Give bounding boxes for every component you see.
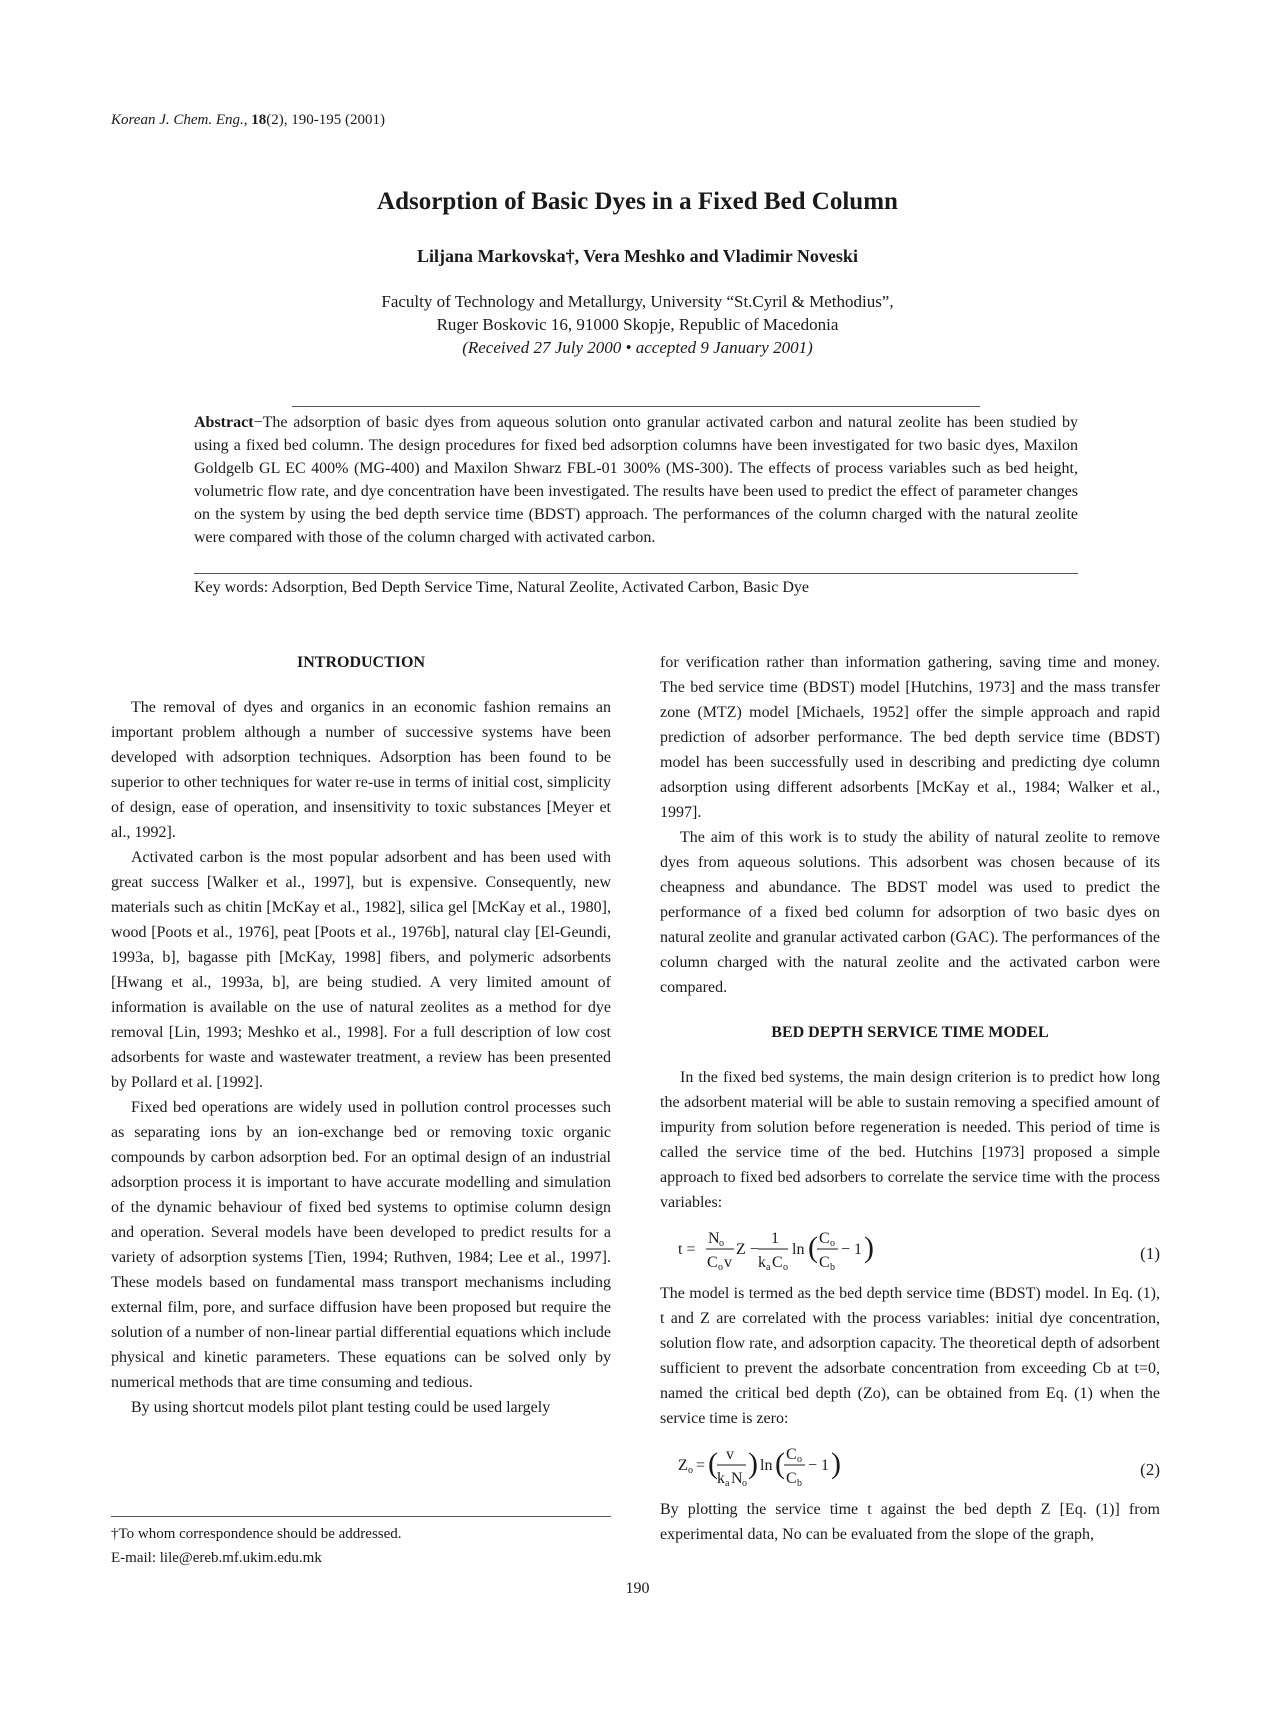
svg-text:a: a	[766, 1262, 771, 1273]
abstract-text: −The adsorption of basic dyes from aqueous solution onto granular activated carbon and natural zeolite has been studied by using a fixed bed column. The design procedures for fixed bed adsorption columns have been investigated for two basic dyes, Maxilon Goldgelb GL EC 400% (MG-400) and Maxilon Shwarz FBL-01 300% (MS-300). The effects of process variables such as bed height, volumetric flow rate, and dye concentration have been investigated. The results have been used to predict the effect of parameter changes on the system by using the bed depth service time (BDST) approach. The performances of the column charged with the natural zeolite were compared with those of the column charged with activated carbon.	[194, 414, 1078, 546]
journal-name: Korean J. Chem. Eng.	[111, 112, 244, 128]
svg-text:o: o	[783, 1262, 788, 1273]
svg-text:C: C	[786, 1470, 797, 1487]
abstract	[194, 411, 1078, 549]
svg-text:): )	[864, 1231, 874, 1264]
svg-text:(: (	[775, 1447, 785, 1480]
equation-1-formula	[678, 1221, 898, 1281]
abstract-label: Abstract	[194, 414, 254, 431]
paragraph: The aim of this work is to study the ability of natural zeolite to remove dyes from aqueous solutions. This adsorbent was chosen because of its cheapness and abundance. The BDST model was used to predict the performance of a fixed bed column for adsorption of two basic dyes on natural zeolite and granular activated carbon (GAC). The performances of the column charged with the natural zeolite and the activated carbon were compared.	[660, 829, 1160, 996]
svg-text:o: o	[688, 1465, 693, 1476]
svg-text:(: (	[708, 1447, 718, 1480]
svg-text:v: v	[726, 1446, 734, 1463]
svg-text:t =: t =	[678, 1241, 696, 1258]
svg-text:o: o	[742, 1478, 747, 1489]
svg-text:b: b	[830, 1262, 835, 1273]
footnote-rule	[111, 1516, 611, 1517]
journal-issue-pages: (2), 190-195 (2001)	[266, 112, 385, 128]
svg-text:=: =	[696, 1457, 706, 1474]
equation-1	[660, 1221, 1160, 1281]
affiliation-line-1: Faculty of Technology and Metallurgy, University “St.Cyril & Methodius”,	[381, 292, 894, 311]
svg-text:C: C	[786, 1446, 797, 1463]
affiliation-line-2: Ruger Boskovic 16, 91000 Skopje, Republic of Macedonia	[436, 315, 839, 334]
svg-text:− 1: − 1	[841, 1241, 863, 1258]
paragraph: The model is termed as the bed depth service time (BDST) model. In Eq. (1), t and Z are correlated with the process variables: initial dye concentration, solution flow rate, and adsorption capacity. The theoretical depth of adsorbent sufficient to prevent the adsorbate concentration from exceeding Cb at t=0, named the critical bed depth (Zo), can be obtained from Eq. (1) when the service time is zero:	[660, 1285, 1160, 1427]
svg-text:(: (	[808, 1231, 818, 1264]
received-dates: (Received 27 July 2000 • accepted 9 January 2001)	[462, 338, 813, 357]
paragraph: By using shortcut models pilot plant testing could be used largely	[131, 1399, 551, 1416]
right-column	[660, 650, 1160, 1547]
svg-text:C: C	[819, 1254, 830, 1271]
footnote	[111, 1522, 402, 1570]
svg-text:N: N	[731, 1470, 743, 1487]
svg-text:): )	[748, 1447, 758, 1480]
svg-text:C: C	[772, 1254, 783, 1271]
section-heading-bdst-model: BED DEPTH SERVICE TIME MODEL	[771, 1024, 1049, 1041]
abstract-bottom-rule	[194, 573, 1078, 574]
footnote-correspondence: †To whom correspondence should be addressed.	[111, 1526, 402, 1542]
svg-text:C: C	[707, 1254, 718, 1271]
keywords: Key words: Adsorption, Bed Depth Service Time, Natural Zeolite, Activated Carbon, Basic Dye	[194, 579, 809, 596]
svg-text:o: o	[797, 1454, 802, 1465]
svg-text:1: 1	[771, 1230, 779, 1247]
equation-1-number: (1)	[1140, 1244, 1160, 1263]
section-heading-introduction: INTRODUCTION	[296, 654, 425, 671]
svg-text:N: N	[708, 1230, 720, 1247]
journal-volume: 18	[251, 112, 267, 128]
svg-text:Z −: Z −	[736, 1241, 759, 1258]
svg-text:o: o	[719, 1238, 724, 1249]
svg-text:− 1: − 1	[808, 1457, 830, 1474]
footnote-email: E-mail: lile@ereb.mf.ukim.edu.mk	[111, 1550, 322, 1566]
abstract-top-rule	[292, 406, 980, 407]
paragraph: Activated carbon is the most popular adsorbent and has been used with great success [Walker et al., 1997], but is expensive. Consequently, new materials such as chitin [McKay et al., 1982], silica gel [McKay et al., 1980], wood [Poots et al., 1976], peat [Poots et al., 1976b], natural clay [El-Geundi, 1993a, b], bagasse pith [McKay, 1998] fibers, and polymeric adsorbents [Hwang et al., 1993a, b], are being studied. A very limited amount of information is available on the use of natural zeolites as a method for dye removal [Lin, 1993; Meshko et al., 1998]. For a full description of low cost adsorbents for waste and wastewater treatment, a review has been presented by Pollard et al. [1992].	[111, 849, 611, 1091]
svg-text:Z: Z	[678, 1457, 688, 1474]
svg-text:ln: ln	[760, 1457, 773, 1474]
paragraph: The removal of dyes and organics in an economic fashion remains an important problem although a number of successive systems have been developed with adsorption techniques. Adsorption has been found to be superior to other techniques for water re-use in terms of initial cost, simplicity of design, ease of operation, and insensitivity to toxic substances [Meyer et al., 1992].	[111, 699, 611, 841]
left-column	[111, 650, 611, 1420]
paragraph: for verification rather than information gathering, saving time and money. The bed service time (BDST) model [Hutchins, 1973] and the mass transfer zone (MTZ) model [Michaels, 1952] offer the simple approach and rapid prediction of adsorber performance. The bed depth service time (BDST) model has been successfully used in describing and predicting dye column adsorption using different adsorbents [McKay et al., 1984; Walker et al., 1997].	[660, 654, 1160, 821]
svg-text:b: b	[797, 1478, 802, 1489]
svg-text:): )	[831, 1447, 841, 1480]
affiliation	[0, 290, 1275, 359]
paper-title: Adsorption of Basic Dyes in a Fixed Bed Column	[377, 188, 898, 215]
svg-text:v: v	[724, 1254, 732, 1271]
paragraph: Fixed bed operations are widely used in pollution control processes such as separating ions by an ion-exchange bed or removing toxic organic compounds by carbon adsorption bed. For an optimal design of an industrial adsorption process it is important to have accurate modelling and simulation of the dynamic behaviour of fixed bed systems to optimise column design and operation. Several models have been developed to predict results for a variety of adsorption systems [Tien, 1994; Ruthven, 1984; Lee et al., 1997]. These models based on fundamental mass transport mechanisms including external film, pore, and surface diffusion have been proposed but require the solution of a number of non-linear partial differential equations which include physical and kinetic parameters. These equations can be solved only by numerical methods that are time consuming and tedious.	[111, 1099, 611, 1391]
paragraph: By plotting the service time t against the bed depth Z [Eq. (1)] from experimental data, No can be evaluated from the slope of the graph,	[660, 1501, 1160, 1543]
equation-2-number: (2)	[1140, 1460, 1160, 1479]
svg-text:C: C	[819, 1230, 830, 1247]
equation-2-formula	[678, 1437, 878, 1497]
author-list: Liljana Markovska†, Vera Meshko and Vladimir Noveski	[417, 246, 858, 266]
journal-reference: Korean J. Chem. Eng., 18(2), 190-195 (2001)	[111, 112, 385, 128]
svg-text:ln: ln	[792, 1241, 805, 1258]
svg-text:k: k	[717, 1470, 725, 1487]
svg-text:o: o	[718, 1262, 723, 1273]
svg-text:k: k	[758, 1254, 766, 1271]
equation-2	[660, 1437, 1160, 1497]
paragraph: In the fixed bed systems, the main design criterion is to predict how long the adsorbent material will be able to sustain removing a specified amount of impurity from solution before regeneration is needed. This period of time is called the service time of the bed. Hutchins [1973] proposed a simple approach to fixed bed adsorbers to correlate the service time with the process variables:	[660, 1069, 1160, 1211]
page-number: 190	[625, 1580, 650, 1597]
svg-text:o: o	[830, 1238, 835, 1249]
svg-text:a: a	[725, 1478, 730, 1489]
